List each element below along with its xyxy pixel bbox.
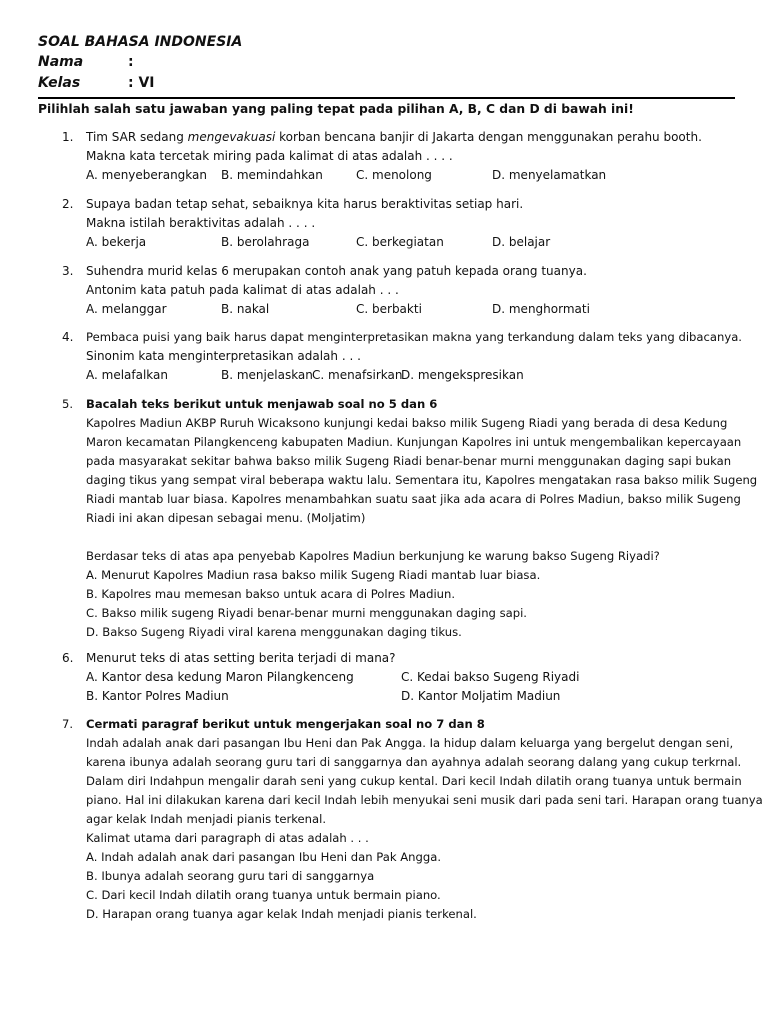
nama-label: Nama — [38, 54, 84, 70]
nama-row — [38, 52, 738, 73]
passage-line: Riadi mantab luar biasa. Kapolres menambahkan suatu saat jika ada acara di Polres Madiun, bakso milik Sugeng — [86, 492, 741, 506]
answer-options — [86, 166, 746, 185]
option-b[interactable]: B. memindahkan — [221, 168, 323, 182]
passage-text — [86, 734, 763, 829]
kelas-value: : VI — [128, 75, 155, 91]
passage-line: Indah adalah anak dari pasangan Ibu Heni dan Pak Angga. Ia hidup dalam keluarga yang bergelut dengan seni, — [86, 736, 734, 750]
question-number: 3. — [62, 264, 74, 278]
option-a[interactable]: A. melafalkan — [86, 368, 168, 382]
question-2 — [62, 195, 746, 252]
option-c[interactable]: C. menafsirkan — [312, 368, 403, 382]
option-b[interactable]: B. nakal — [221, 302, 270, 316]
option-d[interactable]: D. menghormati — [492, 302, 590, 316]
answer-options — [86, 233, 746, 252]
question-5 — [62, 395, 758, 642]
option-b[interactable]: B. berolahraga — [221, 235, 310, 249]
passage-line: Kapolres Madiun AKBP Ruruh Wicaksono kunjungi kedai bakso milik Sugeng Riadi yang berada di desa Kedung — [86, 416, 728, 430]
option-b[interactable]: B. Kapolres mau memesan bakso untuk acara di Polres Madiun. — [86, 587, 456, 601]
worksheet-title: SOAL BAHASA INDONESIA — [38, 34, 243, 50]
question-6 — [62, 649, 746, 706]
text-run: korban bencana banjir di Jakarta dengan menggunakan perahu booth. — [275, 130, 702, 144]
question-prompt: Berdasar teks di atas apa penyebab Kapolres Madiun berkunjung ke warung bakso Sugeng Riyadi? — [86, 549, 660, 563]
question-prompt: Kalimat utama dari paragraph di atas adalah . . . — [86, 831, 369, 845]
question-number: 4. — [62, 330, 74, 344]
option-d[interactable]: D. belajar — [492, 235, 551, 249]
option-c[interactable]: C. menolong — [356, 168, 432, 182]
option-b[interactable]: B. Kantor Polres Madiun — [86, 689, 229, 703]
question-number: 6. — [62, 651, 74, 665]
option-a[interactable]: A. Indah adalah anak dari pasangan Ibu Heni dan Pak Angga. — [86, 850, 442, 864]
option-d[interactable]: D. menyelamatkan — [492, 168, 607, 182]
header-divider — [38, 97, 735, 99]
question-prompt: Sinonim kata menginterpretasikan adalah . . . — [86, 349, 361, 363]
question-text: Pembaca puisi yang baik harus dapat menginterpretasikan makna yang terkandung dalam teks yang dibacanya. — [86, 330, 742, 344]
worksheet-header — [38, 32, 738, 94]
option-a[interactable]: A. menyeberangkan — [86, 168, 207, 182]
option-a[interactable]: A. Kantor desa kedung Maron Pilangkenceng — [86, 670, 354, 684]
option-d[interactable]: D. mengekspresikan — [401, 368, 524, 382]
passage-text — [86, 414, 758, 528]
passage-line: Riadi ini akan dipesan sebagai menu. (Moljatim) — [86, 511, 366, 525]
question-7 — [62, 715, 763, 924]
answer-options-row-1 — [86, 668, 746, 687]
option-c[interactable]: C. Dari kecil Indah dilatih orang tuanya untuk bermain piano. — [86, 888, 441, 902]
nama-value: : — [128, 54, 134, 70]
answer-options — [86, 366, 746, 385]
passage-line: daging tikus yang sempat viral beberapa waktu lalu. Sementara itu, Kapolres mengatakan rasa bakso milik Sugeng — [86, 473, 758, 487]
question-number: 5. — [62, 397, 74, 411]
italic-word: mengevakuasi — [187, 130, 276, 144]
option-c[interactable]: C. Kedai bakso Sugeng Riyadi — [401, 670, 580, 684]
answer-options — [86, 300, 746, 319]
question-prompt: Makna istilah beraktivitas adalah . . . . — [86, 216, 316, 230]
question-text: Supaya badan tetap sehat, sebaiknya kita harus beraktivitas setiap hari. — [86, 197, 524, 211]
option-d[interactable]: D. Kantor Moljatim Madiun — [401, 689, 561, 703]
option-b[interactable]: B. Ibunya adalah seorang guru tari di sanggarnya — [86, 869, 375, 883]
question-1 — [62, 128, 746, 185]
option-c[interactable]: C. berbakti — [356, 302, 422, 316]
passage-line: agar kelak Indah menjadi pianis terkenal. — [86, 812, 327, 826]
text-run: Tim SAR sedang — [86, 130, 188, 144]
passage-line: piano. Hal ini dilakukan karena dari kecil Indah lebih menyukai seni musik dari pada seni tari. Harapan orang tuanya — [86, 793, 763, 807]
question-number: 1. — [62, 130, 74, 144]
question-number: 7. — [62, 717, 74, 731]
question-number: 2. — [62, 197, 74, 211]
question-text — [86, 128, 746, 147]
question-prompt: Menurut teks di atas setting berita terjadi di mana? — [86, 651, 396, 665]
question-4 — [62, 328, 746, 385]
answer-options-row-2 — [86, 687, 746, 706]
kelas-label: Kelas — [38, 75, 81, 91]
option-b[interactable]: B. menjelaskan — [221, 368, 313, 382]
option-d[interactable]: D. Harapan orang tuanya agar kelak Indah menjadi pianis terkenal. — [86, 907, 477, 921]
option-d[interactable]: D. Bakso Sugeng Riyadi viral karena menggunakan daging tikus. — [86, 625, 462, 639]
option-a[interactable]: A. Menurut Kapolres Madiun rasa bakso milik Sugeng Riadi mantab luar biasa. — [86, 568, 541, 582]
option-c[interactable]: C. Bakso milik sugeng Riyadi benar-benar murni menggunakan daging sapi. — [86, 606, 527, 620]
question-prompt: Makna kata tercetak miring pada kalimat di atas adalah . . . . — [86, 149, 453, 163]
option-c[interactable]: C. berkegiatan — [356, 235, 444, 249]
passage-heading: Cermati paragraf berikut untuk mengerjakan soal no 7 dan 8 — [86, 717, 485, 731]
option-a[interactable]: A. bekerja — [86, 235, 147, 249]
instruction-text: Pilihlah salah satu jawaban yang paling tepat pada pilihan A, B, C dan D di bawah ini! — [38, 102, 634, 116]
passage-line: Maron kecamatan Pilangkenceng kabupaten Madiun. Kunjungan Kapolres ini untuk mengembalikan kepercayaan — [86, 435, 742, 449]
passage-heading: Bacalah teks berikut untuk menjawab soal no 5 dan 6 — [86, 397, 438, 411]
question-text: Suhendra murid kelas 6 merupakan contoh anak yang patuh kepada orang tuanya. — [86, 264, 587, 278]
option-a[interactable]: A. melanggar — [86, 302, 167, 316]
spacer — [86, 528, 746, 547]
kelas-row — [38, 73, 738, 94]
passage-line: Dalam diri Indahpun mengalir darah seni yang cukup kental. Dari kecil Indah dilatih orang tuanya untuk bermain — [86, 774, 742, 788]
question-3 — [62, 262, 746, 319]
passage-line: pada masyarakat sekitar bahwa bakso milik Sugeng Riadi benar-benar murni menggunakan daging sapi bukan — [86, 454, 732, 468]
question-prompt: Antonim kata patuh pada kalimat di atas adalah . . . — [86, 283, 399, 297]
passage-line: karena ibunya adalah seorang guru tari di sanggarnya dan ayahnya adalah seorang dalang yang cukup terkrnal. — [86, 755, 742, 769]
